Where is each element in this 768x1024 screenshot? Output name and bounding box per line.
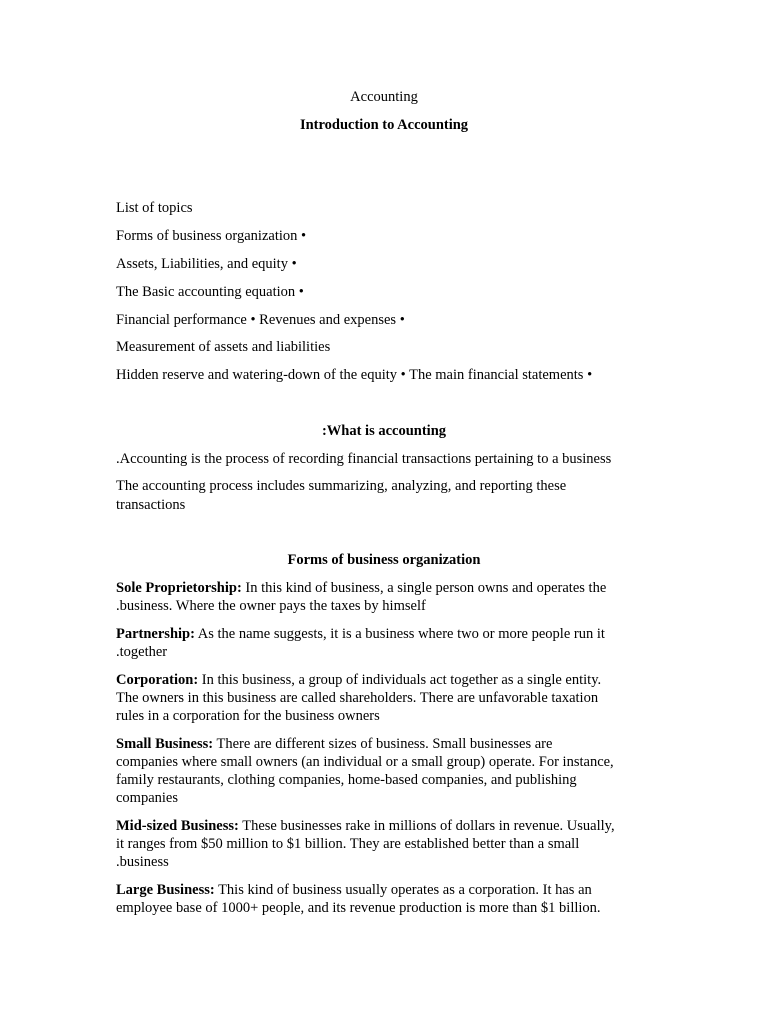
form-description: In this kind of business, a single person owns and operates the: [241, 580, 607, 596]
form-entry-line: [116, 735, 552, 753]
what-is-paragraph: The accounting process includes summarizing, analyzing, and reporting these: [116, 478, 567, 494]
topic-item: Financial performance • Revenues and expenses •: [116, 312, 405, 328]
document-subject: Accounting: [350, 89, 418, 105]
document-title: Introduction to Accounting: [299, 117, 469, 133]
form-entry-line: companies: [116, 790, 179, 806]
form-description: There are different sizes of business. Small businesses are: [213, 736, 553, 752]
what-is-paragraph: transactions: [116, 497, 186, 513]
topic-item: Hidden reserve and watering-down of the equity • The main financial statements •: [116, 367, 593, 383]
what-is-paragraph: .Accounting is the process of recording financial transactions pertaining to a business: [116, 451, 612, 467]
form-term: Mid-sized Business:: [116, 818, 239, 834]
form-entry-line: rules in a corporation for the business owners: [116, 708, 380, 724]
form-entry-line: .business. Where the owner pays the taxes by himself: [116, 598, 426, 614]
form-description: As the name suggests, it is a business where two or more people run it: [194, 626, 605, 642]
topic-item: The Basic accounting equation •: [116, 284, 304, 300]
form-entry-line: .together: [116, 644, 168, 660]
form-entry-line: [116, 881, 592, 899]
topic-item: Forms of business organization •: [116, 228, 307, 244]
form-term: Sole Proprietorship:: [116, 580, 242, 596]
form-entry-line: it ranges from $50 million to $1 billion. They are established better than a small: [116, 836, 580, 852]
form-entry-line: family restaurants, clothing companies, home-based companies, and publishing: [116, 772, 577, 788]
form-entry-line: [116, 671, 601, 689]
form-entry-line: companies where small owners (an individual or a small group) operate. For instance,: [116, 754, 614, 770]
form-description: In this business, a group of individuals act together as a single entity.: [198, 672, 602, 688]
form-term: Large Business:: [116, 882, 215, 898]
form-description: These businesses rake in millions of dollars in revenue. Usually,: [238, 818, 615, 834]
topics-heading: List of topics: [116, 200, 193, 216]
form-entry-line: [116, 625, 605, 643]
form-description: This kind of business usually operates as a corporation. It has an: [214, 882, 592, 898]
form-term: Partnership:: [116, 626, 195, 642]
form-entry-line: The owners in this business are called shareholders. There are unfavorable taxation: [116, 690, 599, 706]
form-entry-line: employee base of 1000+ people, and its revenue production is more than $1 billion.: [116, 900, 601, 916]
form-term: Small Business:: [116, 736, 214, 752]
topic-item: Assets, Liabilities, and equity •: [116, 256, 297, 272]
form-entry-line: [116, 579, 606, 597]
form-entry-line: [116, 817, 615, 835]
forms-heading: Forms of business organization: [287, 552, 481, 568]
form-term: Corporation:: [116, 672, 199, 688]
form-entry-line: .business: [116, 854, 169, 870]
what-is-heading: :What is accounting: [321, 423, 447, 439]
topic-item: Measurement of assets and liabilities: [116, 339, 331, 355]
